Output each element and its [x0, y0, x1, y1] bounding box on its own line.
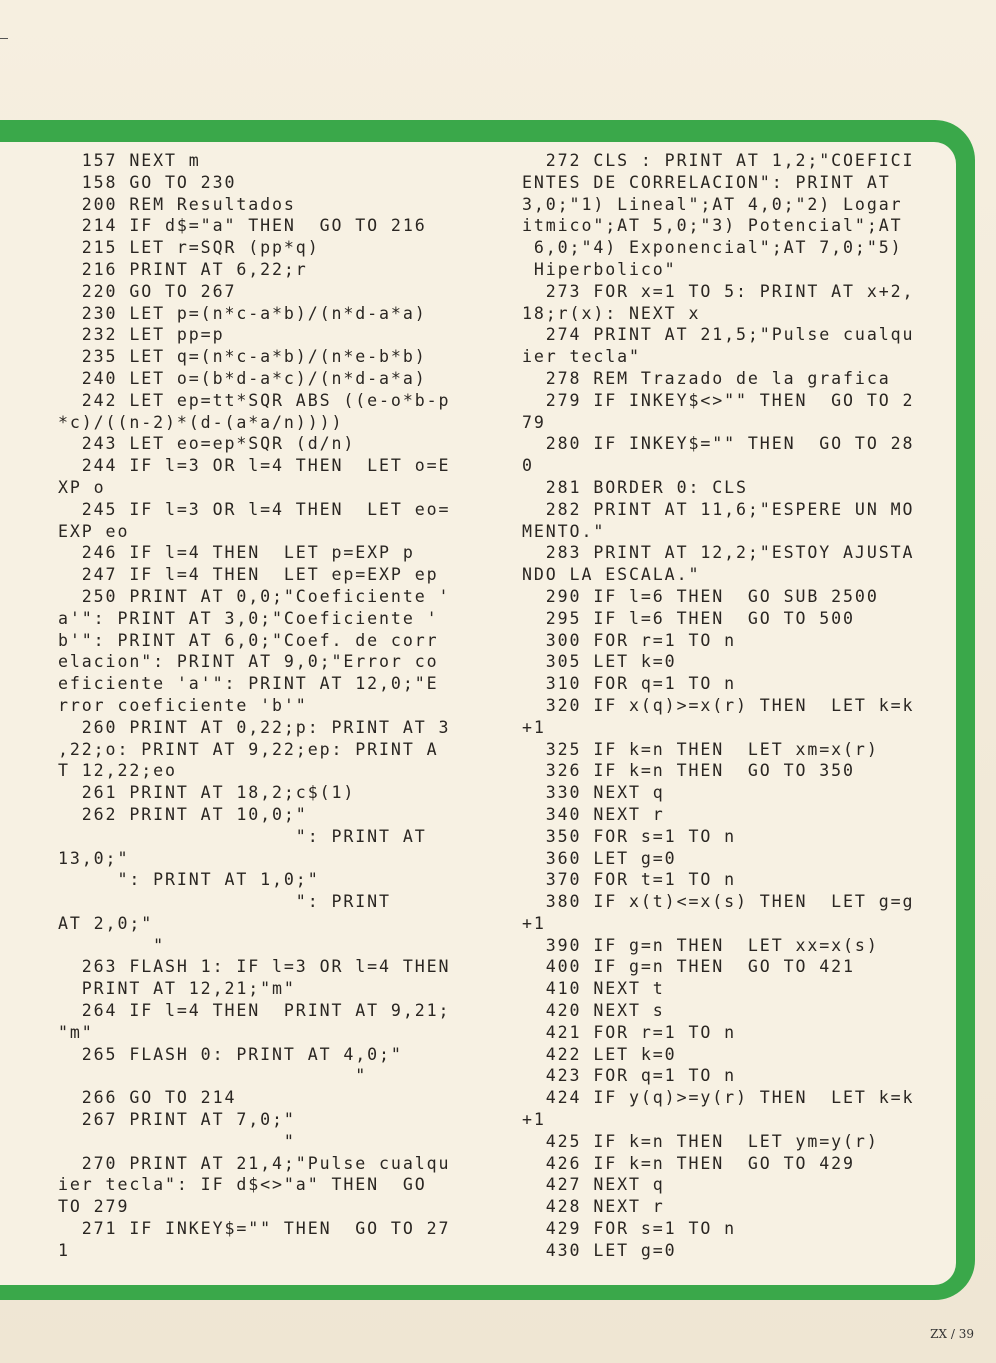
code-line: NDO LA ESCALA." [522, 565, 701, 585]
code-line: XP o [58, 477, 106, 497]
code-line: 430 LET g=0 [522, 1240, 677, 1260]
page-number: ZX / 39 [930, 1327, 974, 1341]
code-line: 230 LET p=(n*c-a*b)/(n*d-a*a) [58, 303, 427, 323]
code-line: a'": PRINT AT 3,0;"Coeficiente ' [58, 608, 439, 628]
code-line: +1 [522, 913, 546, 933]
code-line: 350 FOR s=1 TO n [522, 826, 737, 846]
code-line: ENTES DE CORRELACION": PRINT AT [522, 172, 891, 192]
code-line: T 12,22;eo [58, 761, 177, 781]
code-line: 282 PRINT AT 11,6;"ESPERE UN MO [522, 499, 915, 519]
code-line: 330 NEXT q [522, 783, 665, 803]
code-line: EXP eo [58, 521, 130, 541]
code-line: ": PRINT AT 1,0;" [58, 870, 320, 890]
code-line: " [58, 1066, 368, 1086]
code-line: 370 FOR t=1 TO n [522, 870, 737, 890]
code-line: 247 IF l=4 THEN LET ep=EXP ep [58, 565, 439, 585]
code-line: 244 IF l=3 OR l=4 THEN LET o=E [58, 456, 451, 476]
program-listing-left-column [58, 150, 450, 1262]
code-line: 360 LET g=0 [522, 848, 677, 868]
code-line: b'": PRINT AT 6,0;"Coef. de corr [58, 630, 439, 650]
code-line: 278 REM Trazado de la grafica [522, 368, 891, 388]
code-line: 200 REM Resultados [58, 194, 296, 214]
code-line: 320 IF x(q)>=x(r) THEN LET k=k [522, 695, 915, 715]
code-line: 270 PRINT AT 21,4;"Pulse cualqu [58, 1153, 451, 1173]
code-line: 429 FOR s=1 TO n [522, 1219, 737, 1239]
code-line: 240 LET o=(b*d-a*c)/(n*d-a*a) [58, 368, 427, 388]
code-line: " [58, 1131, 296, 1151]
code-line: 261 PRINT AT 18,2;c$(1) [58, 783, 356, 803]
code-line: *c)/((n-2)*(d-(a*a/n)))) [58, 412, 344, 432]
code-line: 262 PRINT AT 10,0;" [58, 804, 308, 824]
code-line: ": PRINT [58, 892, 391, 912]
code-line: 1 [58, 1240, 70, 1260]
code-line: 273 FOR x=1 TO 5: PRINT AT x+2, [522, 281, 915, 301]
code-line: 79 [522, 412, 546, 432]
code-line: 274 PRINT AT 21,5;"Pulse cualqu [522, 325, 915, 345]
code-line: 264 IF l=4 THEN PRINT AT 9,21; [58, 1001, 451, 1021]
code-line: 271 IF INKEY$="" THEN GO TO 27 [58, 1219, 451, 1239]
code-line: MENTO." [522, 521, 606, 541]
code-line: 300 FOR r=1 TO n [522, 630, 737, 650]
code-line: 427 NEXT q [522, 1175, 665, 1195]
code-line: +1 [522, 717, 546, 737]
margin-mark [0, 38, 8, 39]
code-line: 420 NEXT s [522, 1001, 665, 1021]
code-line: 279 IF INKEY$<>"" THEN GO TO 2 [522, 390, 915, 410]
code-line: 243 LET eo=ep*SQR (d/n) [58, 434, 356, 454]
code-line: 295 IF l=6 THEN GO TO 500 [522, 608, 855, 628]
code-line: 390 IF g=n THEN LET xx=x(s) [522, 935, 879, 955]
code-line: 428 NEXT r [522, 1197, 665, 1217]
code-line: 410 NEXT t [522, 979, 665, 999]
code-line: 265 FLASH 0: PRINT AT 4,0;" [58, 1044, 403, 1064]
code-line: 421 FOR r=1 TO n [522, 1022, 737, 1042]
code-line: 423 FOR q=1 TO n [522, 1066, 737, 1086]
code-line: 266 GO TO 214 [58, 1088, 237, 1108]
code-line: ": PRINT AT [58, 826, 427, 846]
code-line: 424 IF y(q)>=y(r) THEN LET k=k [522, 1088, 915, 1108]
code-line: 250 PRINT AT 0,0;"Coeficiente ' [58, 586, 451, 606]
code-line: 245 IF l=3 OR l=4 THEN LET eo= [58, 499, 451, 519]
code-line: AT 2,0;" [58, 913, 154, 933]
code-line: 272 CLS : PRINT AT 1,2;"COEFICI [522, 151, 915, 170]
code-line: +1 [522, 1110, 546, 1130]
code-line: 283 PRINT AT 12,2;"ESTOY AJUSTA [522, 543, 915, 563]
code-line: "m" [58, 1022, 94, 1042]
code-line: elacion": PRINT AT 9,0;"Error co [58, 652, 439, 672]
code-line: " [58, 935, 166, 955]
code-line: Hiperbolico" [522, 259, 677, 279]
code-line: 400 IF g=n THEN GO TO 421 [522, 957, 855, 977]
code-line: 260 PRINT AT 0,22;p: PRINT AT 3 [58, 717, 451, 737]
code-line: itmico";AT 5,0;"3) Potencial";AT [522, 216, 903, 236]
code-line: 246 IF l=4 THEN LET p=EXP p [58, 543, 415, 563]
code-line: 290 IF l=6 THEN GO SUB 2500 [522, 586, 879, 606]
code-line: TO 279 [58, 1197, 130, 1217]
code-line: 326 IF k=n THEN GO TO 350 [522, 761, 855, 781]
code-line: 157 NEXT m [58, 151, 201, 170]
code-line: 422 LET k=0 [522, 1044, 677, 1064]
code-line: 425 IF k=n THEN LET ym=y(r) [522, 1131, 879, 1151]
code-line: 215 LET r=SQR (pp*q) [58, 238, 320, 258]
code-line: 325 IF k=n THEN LET xm=x(r) [522, 739, 879, 759]
code-line: 18;r(x): NEXT x [522, 303, 701, 323]
code-line: 216 PRINT AT 6,22;r [58, 259, 308, 279]
code-line: 426 IF k=n THEN GO TO 429 [522, 1153, 855, 1173]
code-line: ,22;o: PRINT AT 9,22;ep: PRINT A [58, 739, 439, 759]
code-line: eficiente 'a'": PRINT AT 12,0;"E [58, 674, 439, 694]
code-line: rror coeficiente 'b'" [58, 695, 308, 715]
code-line: 6,0;"4) Exponencial";AT 7,0;"5) [522, 238, 903, 258]
code-line: 340 NEXT r [522, 804, 665, 824]
code-line: 220 GO TO 267 [58, 281, 237, 301]
code-line: 267 PRINT AT 7,0;" [58, 1110, 296, 1130]
code-line: 3,0;"1) Lineal";AT 4,0;"2) Logar [522, 194, 903, 214]
code-line: 13,0;" [58, 848, 130, 868]
code-line: 232 LET pp=p [58, 325, 225, 345]
code-line: 235 LET q=(n*c-a*b)/(n*e-b*b) [58, 347, 427, 367]
code-line: 305 LET k=0 [522, 652, 677, 672]
code-line: ier tecla" [522, 347, 641, 367]
code-line: PRINT AT 12,21;"m" [58, 979, 296, 999]
code-line: 280 IF INKEY$="" THEN GO TO 28 [522, 434, 915, 454]
code-line: 281 BORDER 0: CLS [522, 477, 748, 497]
code-line: 158 GO TO 230 [58, 172, 237, 192]
program-listing-right-column [522, 150, 914, 1262]
code-line: 310 FOR q=1 TO n [522, 674, 737, 694]
code-line: 242 LET ep=tt*SQR ABS ((e-o*b-p [58, 390, 451, 410]
code-line: 380 IF x(t)<=x(s) THEN LET g=g [522, 892, 915, 912]
code-line: ier tecla": IF d$<>"a" THEN GO [58, 1175, 427, 1195]
code-line: 214 IF d$="a" THEN GO TO 216 [58, 216, 427, 236]
code-line: 263 FLASH 1: IF l=3 OR l=4 THEN [58, 957, 451, 977]
code-line: 0 [522, 456, 534, 476]
